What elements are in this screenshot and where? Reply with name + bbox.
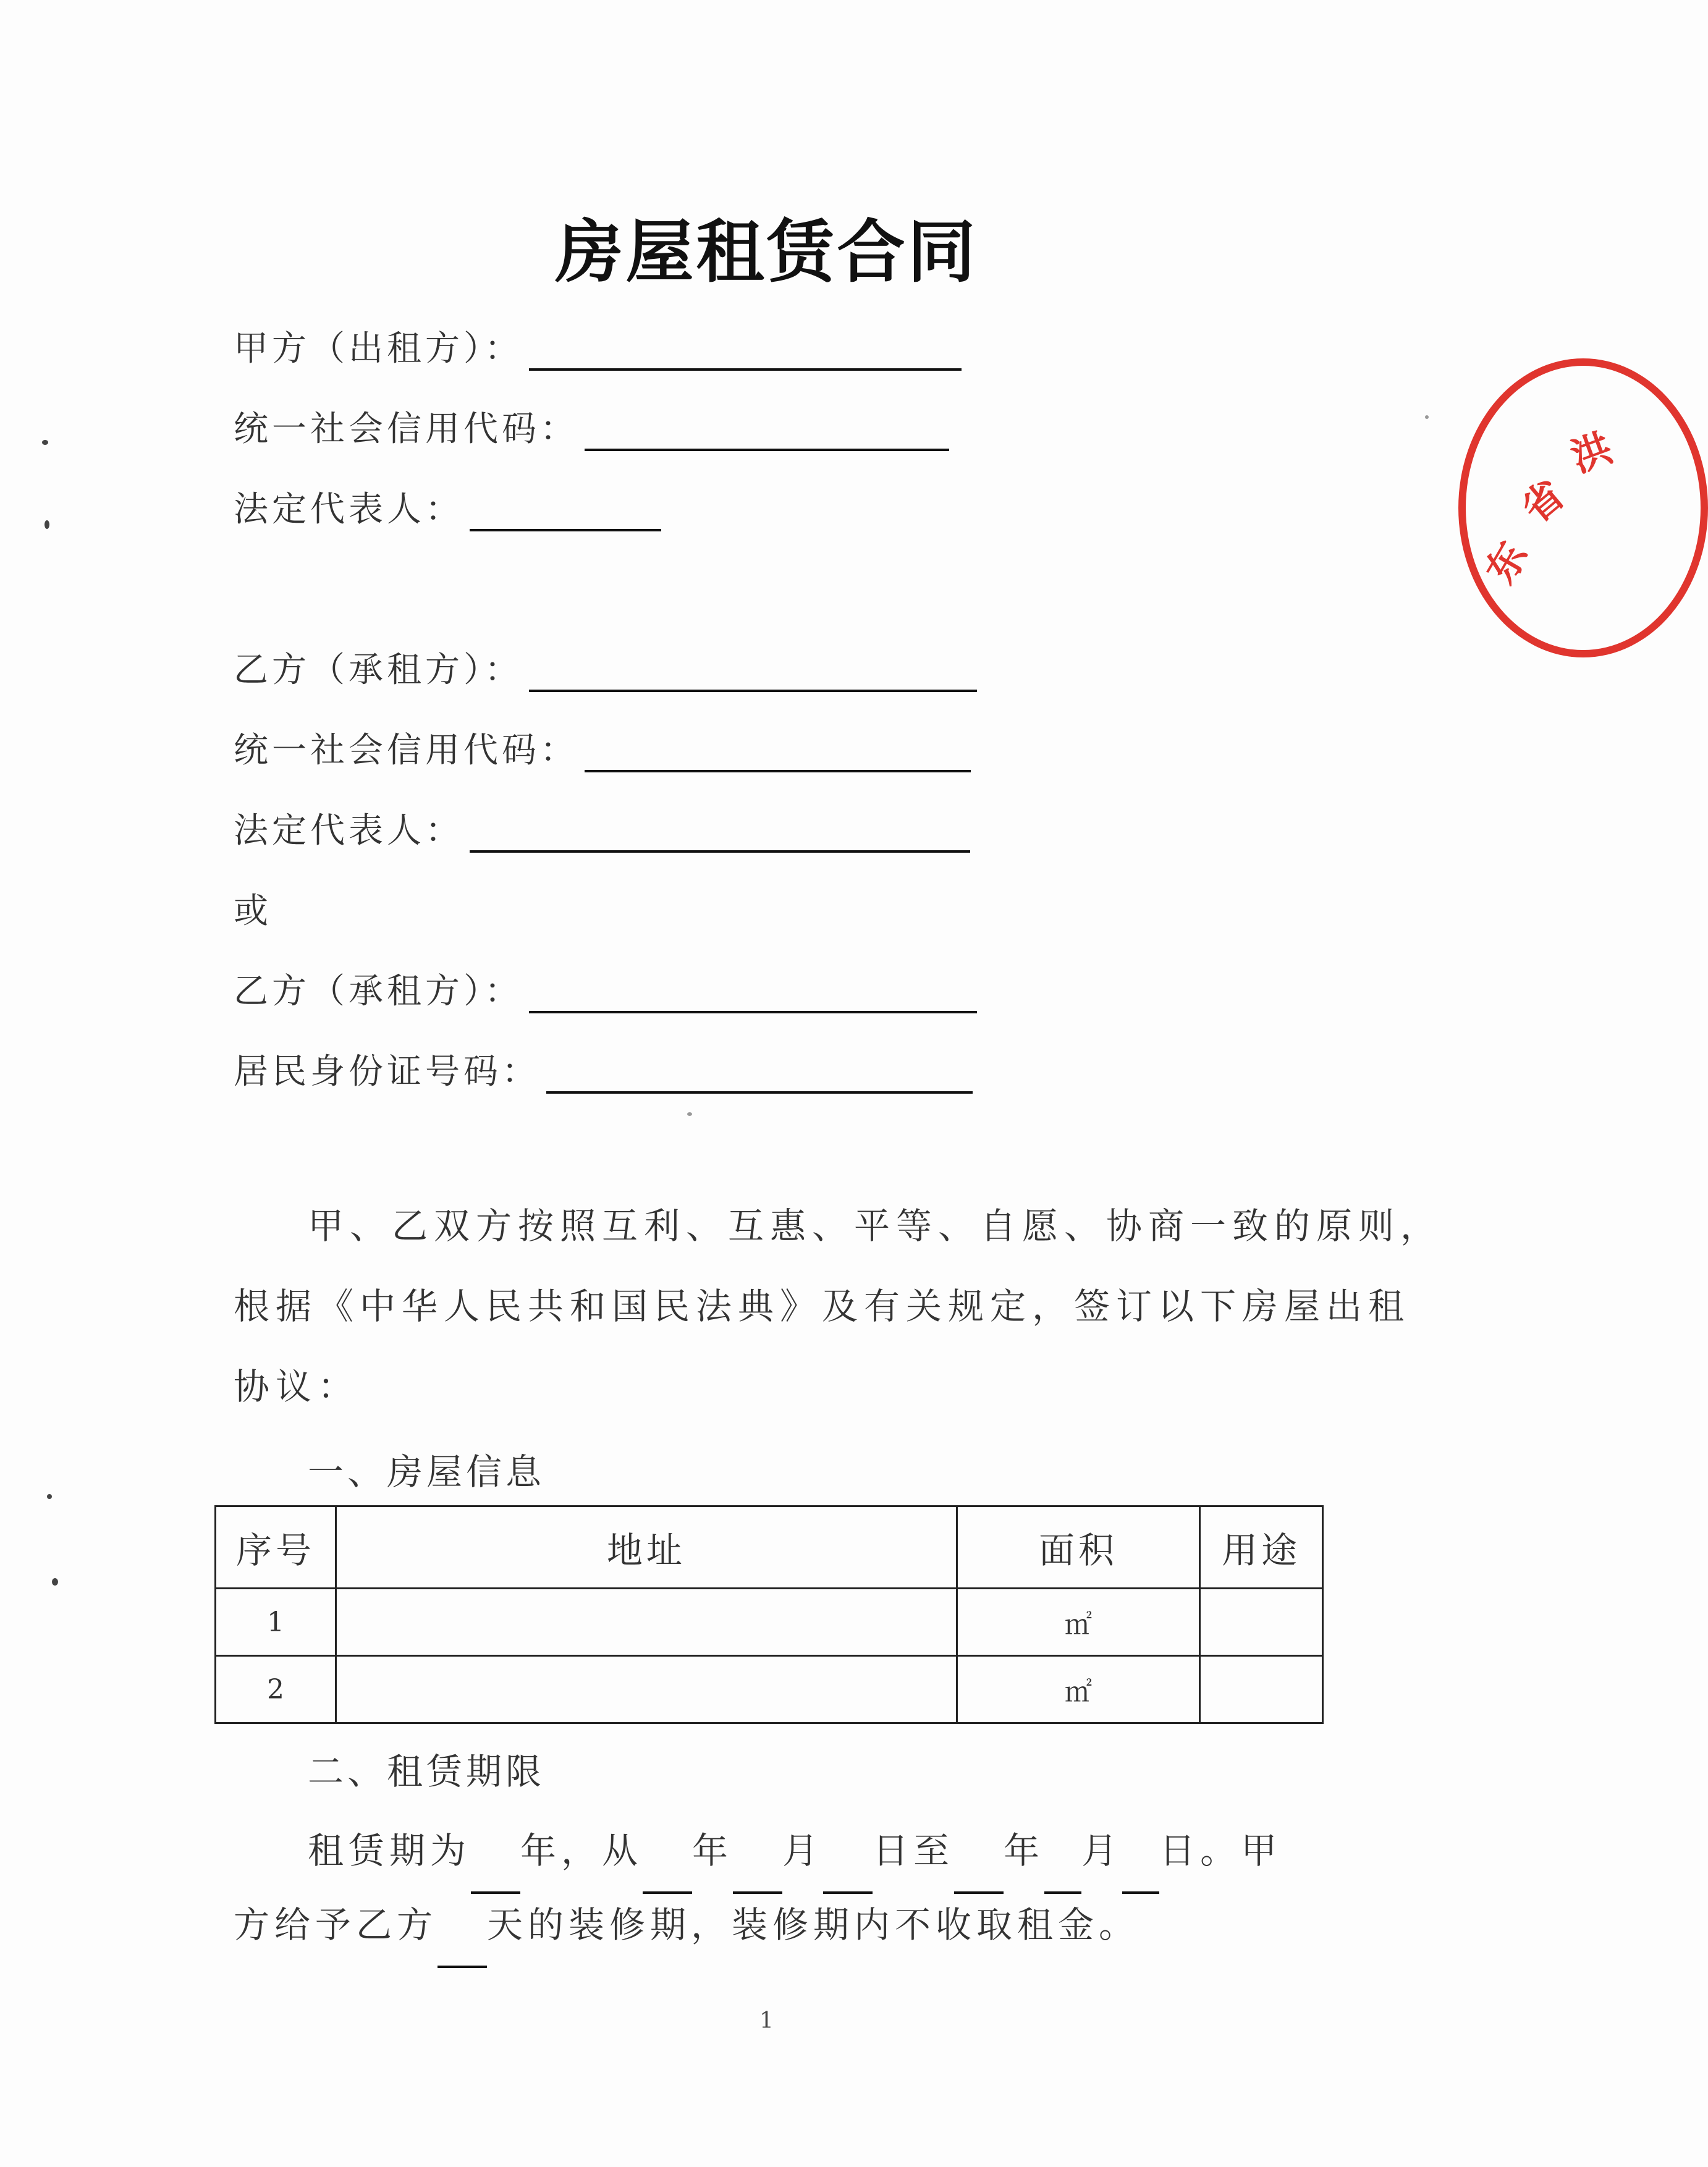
party-b-id-line[interactable] [546, 1060, 973, 1094]
table-header-row [216, 1506, 1323, 1589]
intro-line-3: 协议： [234, 1366, 360, 1408]
scan-speck [44, 520, 49, 529]
section-1-heading: 一、房屋信息 [308, 1451, 546, 1493]
stamp-char-2: 省 [1513, 471, 1574, 533]
term-line-2 [234, 1882, 1139, 1968]
row-1-use[interactable] [1200, 1589, 1323, 1656]
term-text-4: 月 [782, 1830, 824, 1872]
scan-speck [47, 1494, 52, 1499]
party-b-person-name-line[interactable] [529, 980, 977, 1013]
party-a-credit-code-label: 统一社会信用代码： [234, 409, 578, 449]
party-b-credit-code-line[interactable] [585, 739, 971, 772]
party-a-credit-code-line[interactable] [585, 418, 949, 451]
party-b-name-field [234, 643, 977, 692]
scan-speck [1425, 415, 1429, 419]
party-a-name-label: 甲方（出租方）： [234, 329, 523, 369]
header-no: 序号 [216, 1506, 336, 1589]
scan-speck [52, 1578, 58, 1586]
party-b-id-field [234, 1044, 973, 1094]
row-1-area[interactable]: ㎡ [957, 1589, 1200, 1656]
header-use: 用途 [1200, 1506, 1323, 1589]
row-2-address[interactable] [336, 1656, 957, 1723]
header-address: 地址 [336, 1506, 957, 1589]
term-text-2: 年，从 [520, 1830, 643, 1872]
party-b-name-line[interactable] [529, 659, 977, 692]
party-a-rep-field [234, 482, 661, 531]
party-b-rep-field [234, 803, 970, 853]
decoration-days-blank[interactable] [438, 1935, 487, 1968]
term-text-1: 租赁期为 [308, 1830, 471, 1872]
term-text-3: 年 [692, 1830, 734, 1872]
term-line2-text-a: 方给予乙方 [234, 1904, 438, 1946]
or-label: 或 [234, 891, 272, 931]
term-text-6: 年 [1004, 1830, 1045, 1872]
section-2-heading: 二、租赁期限 [308, 1751, 546, 1793]
table-row [216, 1656, 1323, 1723]
term-text-8: 日。甲 [1159, 1830, 1282, 1872]
party-b-rep-label: 法定代表人： [234, 811, 463, 851]
header-area: 面积 [957, 1506, 1200, 1589]
page-number: 1 [759, 2008, 774, 2034]
scan-speck [42, 440, 48, 445]
party-a-credit-code-field [234, 402, 949, 451]
party-b-credit-code-label: 统一社会信用代码： [234, 730, 578, 771]
row-2-use[interactable] [1200, 1656, 1323, 1723]
document-title: 房屋租赁合同 [555, 212, 978, 292]
row-2-area[interactable]: ㎡ [957, 1656, 1200, 1723]
term-line-1 [308, 1807, 1282, 1894]
party-a-name-field [234, 321, 962, 371]
party-b-person-name-label: 乙方（承租方）： [234, 971, 523, 1012]
term-text-5: 日至 [873, 1830, 955, 1872]
term-text-7: 月 [1081, 1830, 1123, 1872]
party-a-name-line[interactable] [529, 337, 962, 371]
party-b-credit-code-field [234, 723, 971, 772]
party-b-person-name-field [234, 964, 977, 1013]
row-1-address[interactable] [336, 1589, 957, 1656]
row-1-no: 1 [216, 1589, 336, 1656]
row-2-no: 2 [216, 1656, 336, 1723]
term-line2-text-b: 天的装修期，装修期内不收取租金。 [487, 1904, 1140, 1946]
table-row [216, 1589, 1323, 1656]
party-a-rep-line[interactable] [470, 498, 661, 531]
intro-line-2: 根据《中华人民共和国民法典》及有关规定，签订以下房屋出租 [234, 1285, 1411, 1327]
scan-speck [687, 1112, 692, 1116]
party-b-name-label: 乙方（承租方）： [234, 650, 523, 690]
intro-line-1: 甲、乙双方按照互利、互惠、平等、自愿、协商一致的原则， [308, 1205, 1443, 1247]
company-stamp [1458, 358, 1708, 657]
party-a-rep-label: 法定代表人： [234, 489, 463, 530]
stamp-char-3: 洪 [1565, 425, 1618, 482]
stamp-char-1: 东 [1478, 534, 1537, 592]
party-b-id-label: 居民身份证号码： [234, 1052, 540, 1092]
party-b-rep-line[interactable] [470, 819, 970, 853]
house-info-table [214, 1505, 1324, 1724]
